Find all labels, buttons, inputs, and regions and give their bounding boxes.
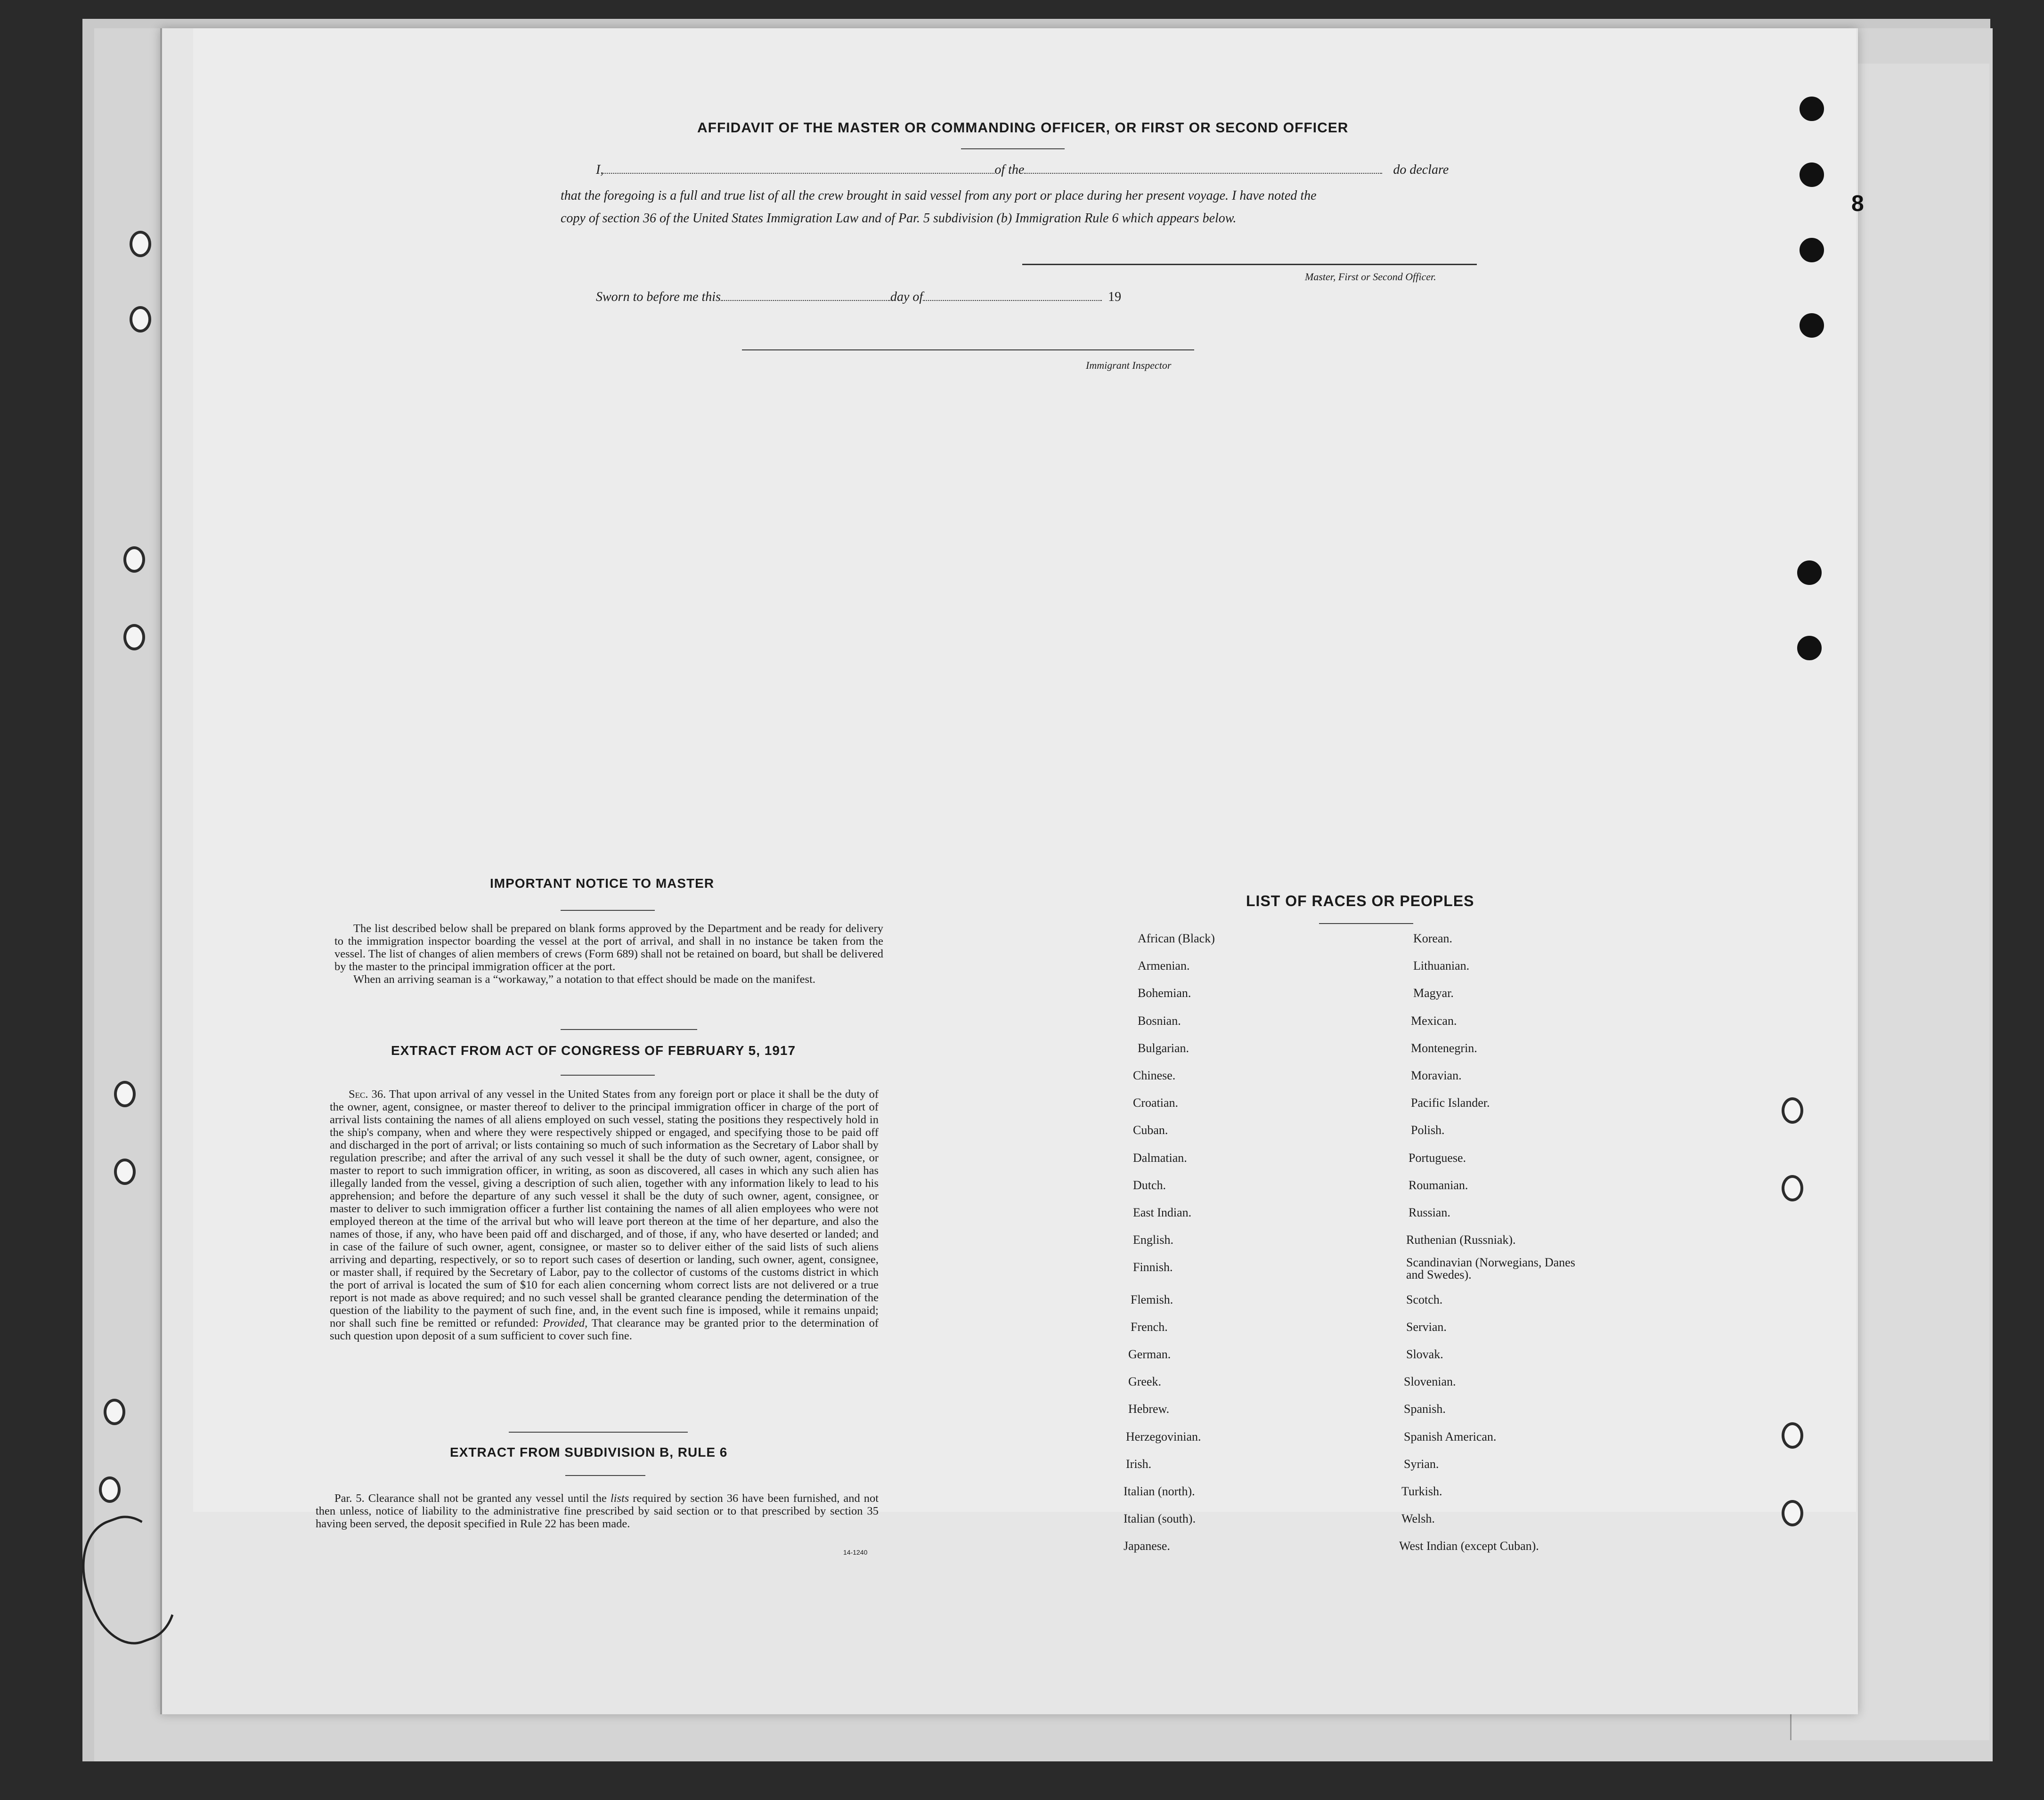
punch-hole — [104, 1399, 125, 1425]
par5-text-b: required by section 36 have been furnished, and not then unless, notice of liability to the administrative fine prescribed by said section or to that prescribed by section 35 having been served, the deposit specified in Rule 22 has been made. — [316, 1492, 879, 1530]
bleed-through-text — [495, 85, 503, 117]
section-36-text: That upon arrival of any vessel in the United States from any foreign port or place it shall be the duty of the owner, agent, consignee, or master thereof to deliver to the principal immigration officer in charge of the port of arrival lists containing the names of all aliens employed on such vessel, stating the positions they respectively hold in the ship's company, when and where they were respectively shipped or engaged, and specifying those to be paid off and discharged in the port of arrival; or lists containing so much of such information as the Secretary of Labor shall by regulation prescribe; and after the arrival of any such vessel it shall be the duty of such owner, agent, consignee, or master to report to such immigration officer, in writing, as soon as discovered, all cases in which any such alien has illegally landed from the vessel, giving a description of such alien, together with any information likely to lead to his apprehension; and before the departure of any such vessel it shall be the duty of such owner, agent, consignee, or master to deliver to such immigration officer a further list containing the names of all alien employees who were not employed thereon at the time of the arrival but who will leave port thereon at the time of her departure, and also the names of those, if any, who have been paid off and discharged, and of those, if any, who have deserted or landed; and in case of the failure of such owner, agent, consignee, or master so to deliver either of the said lists of such aliens arriving and departing, respectively, or so to report such cases of desertion or landing, such owner, agent, consignee, or master shall, if required by the Secretary of Labor, pay to the collector of customs of the customs district in which the port of arrival is located the sum of $10 for each alien concerning whom correct lists are not delivered or a true report is not made as above required; and no such vessel shall be granted clearance pending the determination of the question of the liability to the payment of such fine, and, in the event such fine is imposed, while it remains unpaid; nor shall such fine be remitted or refunded: — [330, 1088, 879, 1330]
race-item: Montenegrin. — [1411, 1041, 1477, 1055]
notice-body — [334, 922, 883, 986]
officer-name-field[interactable] — [603, 173, 994, 174]
race-item: Syrian. — [1404, 1457, 1439, 1471]
races-underline — [1319, 923, 1413, 924]
race-item: Moravian. — [1411, 1069, 1462, 1082]
race-item: Spanish American. — [1404, 1429, 1497, 1443]
race-item: Bulgarian. — [1138, 1041, 1189, 1055]
punch-hole — [130, 231, 151, 257]
section-label: Sec. 36. — [349, 1088, 386, 1101]
punch-hole — [123, 624, 145, 650]
par5-text-a: Par. 5. Clearance shall not be granted any vessel until the — [334, 1492, 607, 1505]
race-item: East Indian. — [1133, 1206, 1192, 1219]
race-item: Herzegovinian. — [1126, 1429, 1201, 1443]
race-item: Flemish. — [1131, 1292, 1173, 1306]
notice-paragraph-2: When an arriving seaman is a “workaway,” a notation to that effect should be made on the manifest. — [353, 973, 816, 986]
race-item: Lithuanian. — [1413, 959, 1470, 973]
race-item: Scandinavian (Norwegians, Danes and Swedes). — [1406, 1256, 1575, 1282]
race-item: Welsh. — [1401, 1512, 1435, 1526]
do-declare-label: do declare — [1393, 162, 1449, 177]
inspector-signature-line[interactable] — [742, 349, 1194, 350]
notice-underline — [561, 910, 655, 911]
inspector-caption: Immigrant Inspector — [1086, 359, 1172, 371]
race-item: Japanese. — [1124, 1539, 1170, 1553]
race-item: Magyar. — [1413, 986, 1454, 1000]
extract-rule-underline — [565, 1475, 645, 1476]
page-number-mark: 8 — [1851, 191, 1864, 216]
section-divider — [509, 1432, 688, 1433]
race-item: Scotch. — [1406, 1292, 1443, 1306]
affidavit-title: AFFIDAVIT OF THE MASTER OR COMMANDING OFFICER, OR FIRST OR SECOND OFFICER — [697, 120, 1349, 136]
punch-hole — [1782, 1422, 1803, 1449]
race-item: Ruthenian (Russniak). — [1406, 1233, 1516, 1247]
race-item: Italian (north). — [1124, 1484, 1195, 1498]
race-item: Croatian. — [1133, 1096, 1179, 1110]
extract-act-title: EXTRACT FROM ACT OF CONGRESS OF FEBRUARY 5, 1917 — [391, 1043, 796, 1058]
race-item: Finnish. — [1133, 1260, 1173, 1274]
year-prefix: 19 — [1108, 290, 1122, 304]
provided-word: Provided, — [543, 1317, 588, 1330]
race-item: Pacific Islander. — [1411, 1096, 1490, 1110]
race-item: Servian. — [1406, 1320, 1447, 1334]
officer-signature-caption: Master, First or Second Officer. — [1305, 271, 1436, 283]
sworn-month-field[interactable] — [923, 300, 1102, 301]
punch-hole — [1800, 238, 1824, 262]
notice-title: IMPORTANT NOTICE TO MASTER — [490, 876, 715, 891]
race-item: Turkish. — [1401, 1484, 1442, 1498]
sworn-label: Sworn to before me this — [596, 290, 721, 304]
form-number: 14-1240 — [843, 1549, 868, 1556]
race-item: German. — [1128, 1347, 1171, 1361]
punch-hole — [114, 1081, 136, 1107]
punch-hole — [1782, 1500, 1803, 1526]
race-item: Russian. — [1409, 1206, 1450, 1219]
punch-hole — [1782, 1097, 1803, 1124]
affidavit-line-3: copy of section 36 of the United States Immigration Law and of Par. 5 subdivision (b) Immigration Rule 6 which appears below. — [561, 211, 1237, 226]
race-item: African (Black) — [1138, 932, 1215, 945]
punch-hole — [1800, 313, 1824, 338]
race-item: Italian (south). — [1124, 1512, 1196, 1526]
punch-hole — [1800, 162, 1824, 187]
extract-rule-title: EXTRACT FROM SUBDIVISION B, RULE 6 — [450, 1445, 728, 1459]
officer-signature-line[interactable] — [1022, 264, 1477, 265]
punch-hole — [99, 1476, 121, 1503]
race-item: Slovenian. — [1404, 1375, 1456, 1389]
sworn-day-field[interactable] — [721, 300, 890, 301]
lists-word: lists — [610, 1492, 629, 1505]
vessel-name-field[interactable] — [1024, 173, 1382, 174]
section-36-proviso: That clearance may be granted prior to the determination of such question upon deposit of a sum sufficient to cover such fine. — [330, 1317, 879, 1342]
race-item: Chinese. — [1133, 1069, 1176, 1082]
race-item: Roumanian. — [1409, 1178, 1468, 1192]
race-item: English. — [1133, 1233, 1173, 1247]
affidavit-line-1 — [596, 162, 1449, 178]
race-item: Armenian. — [1138, 959, 1190, 973]
punch-hole — [114, 1159, 136, 1185]
punch-hole — [123, 546, 145, 573]
race-item: Slovak. — [1406, 1347, 1443, 1361]
race-item: Dalmatian. — [1133, 1151, 1187, 1165]
extract-rule-body — [316, 1492, 879, 1530]
race-item: Polish. — [1411, 1123, 1445, 1137]
of-the-label: of the — [994, 162, 1025, 177]
race-item: French. — [1131, 1320, 1168, 1334]
notice-paragraph-1: The list described below shall be prepared on blank forms approved by the Department and be ready for delivery to the immigration inspector boarding the vessel at the port of arrival, and shall in no instance be taken from the vessel. The list of changes of alien members of crews (Form 689) shall not be retained on board, but shall be delivered by the master to the principal immigration officer at the port. — [334, 922, 883, 973]
race-item: West Indian (except Cuban). — [1399, 1539, 1539, 1553]
race-item: Bohemian. — [1138, 986, 1191, 1000]
section-divider — [561, 1029, 697, 1030]
title-underline — [961, 148, 1065, 149]
punch-hole — [1797, 560, 1822, 585]
extract-act-body — [330, 1088, 879, 1342]
races-title: LIST OF RACES OR PEOPLES — [1246, 892, 1474, 909]
punch-hole — [1797, 636, 1822, 660]
race-item: Dutch. — [1133, 1178, 1166, 1192]
race-item: Greek. — [1128, 1375, 1162, 1389]
race-item: Portuguese. — [1409, 1151, 1466, 1165]
race-item: Irish. — [1126, 1457, 1152, 1471]
punch-hole — [130, 306, 151, 332]
punch-hole — [1782, 1175, 1803, 1201]
affidavit-line-2: that the foregoing is a full and true list of all the crew brought in said vessel from any port or place during her present voyage. I have noted the — [561, 188, 1317, 203]
race-item: Mexican. — [1411, 1014, 1457, 1028]
extract-act-underline — [561, 1075, 655, 1076]
race-item: Hebrew. — [1128, 1402, 1170, 1416]
sworn-line — [596, 290, 1121, 305]
race-item: Cuban. — [1133, 1123, 1168, 1137]
race-item: Bosnian. — [1138, 1014, 1181, 1028]
day-of-label: day of — [890, 290, 923, 304]
i-label: I, — [596, 162, 604, 177]
race-item: Spanish. — [1404, 1402, 1446, 1416]
punch-hole — [1800, 97, 1824, 121]
race-item: Korean. — [1413, 932, 1453, 945]
